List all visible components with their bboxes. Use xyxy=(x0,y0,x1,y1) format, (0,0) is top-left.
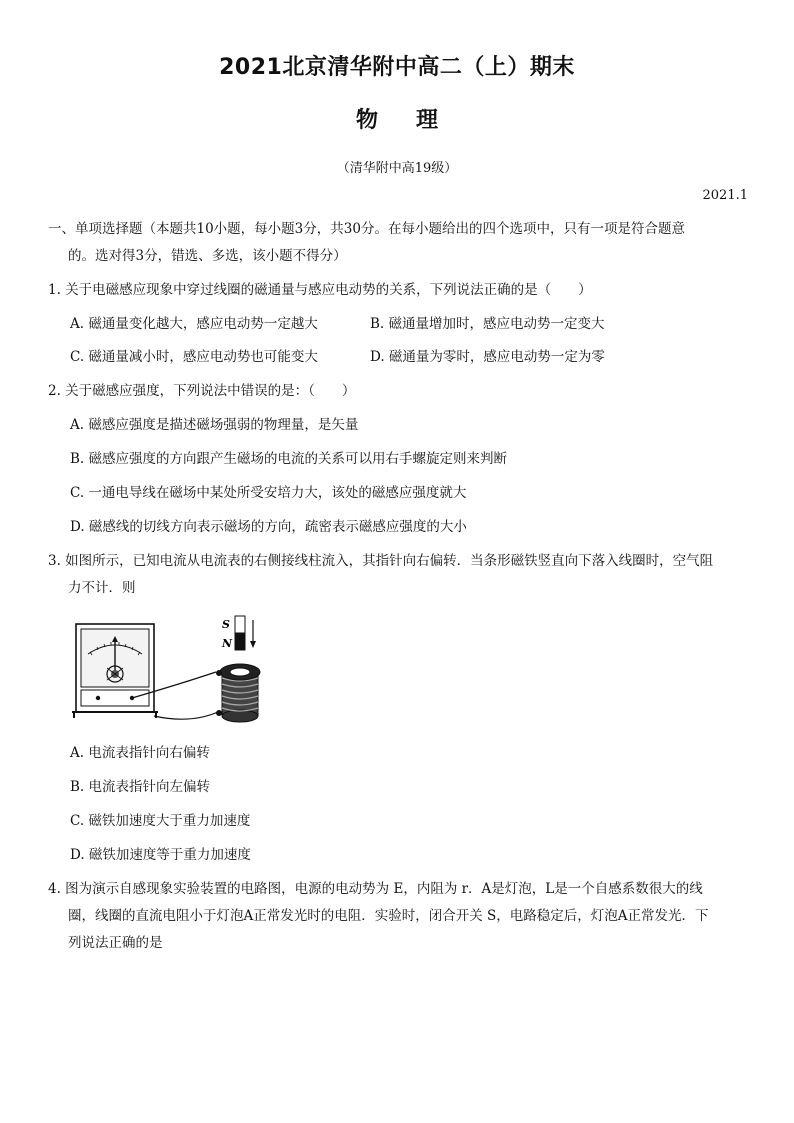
question-3-option-a: A. 电流表指针向右偏转 xyxy=(70,745,210,761)
question-1-options-row-1 xyxy=(70,314,770,334)
question-3-stem-line-2: 力不计．则 xyxy=(68,580,136,596)
magnet-label-n: N xyxy=(222,637,233,650)
question-1-stem: 1. 关于电磁感应现象中穿过线圈的磁通量与感应电动势的关系，下列说法正确的是（ ） xyxy=(48,282,592,298)
question-3-option-c: C. 磁铁加速度大于重力加速度 xyxy=(70,813,251,829)
question-1-option-d: D. 磁通量为零时，感应电动势一定为零 xyxy=(370,349,605,365)
question-3-option-d: D. 磁铁加速度等于重力加速度 xyxy=(70,847,251,863)
question-4-stem-line-1: 4. 图为演示自感现象实验装置的电路图，电源的电动势为 E，内阻为 r．A是灯泡，L是一个自感系数很大的线 xyxy=(48,881,703,897)
question-2-option-b: B. 磁感应强度的方向跟产生磁场的电流的关系可以用右手螺旋定则来判断 xyxy=(70,451,508,467)
question-1-option-c: C. 磁通量减小时，感应电动势也可能变大 xyxy=(70,349,318,365)
question-1-options-row-2 xyxy=(70,347,770,367)
galvanometer xyxy=(72,624,158,718)
section-heading-line-2: 的。选对得3分，错选、多选，该小题不得分） xyxy=(68,248,347,264)
section-heading-line-1: 一、单项选择题（本题共10小题，每小题3分，共30分。在每小题给出的四个选项中，只有一项是符合题意 xyxy=(48,221,685,237)
down-arrow-icon xyxy=(250,641,256,648)
bar-magnet xyxy=(221,616,256,650)
question-2-option-c: C. 一通电导线在磁场中某处所受安培力大，该处的磁感应强度就大 xyxy=(70,485,467,501)
exam-subject: 物理 xyxy=(355,108,476,133)
coil xyxy=(216,664,260,722)
question-4-stem-line-2: 圈，线圈的直流电阻小于灯泡A正常发光时的电阻．实验时，闭合开关 S，电路稳定后，灯泡A正常发光．下 xyxy=(68,908,709,924)
question-3-option-b: B. 电流表指针向左偏转 xyxy=(70,779,211,795)
exam-title: 2021北京清华附中高二（上）期末 xyxy=(219,55,575,80)
question-2-option-a: A. 磁感应强度是描述磁场强弱的物理量，是矢量 xyxy=(70,417,359,433)
wire-bottom xyxy=(154,712,218,719)
question-3-stem-line-1: 3. 如图所示，已知电流从电流表的右侧接线柱流入，其指针向右偏转．当条形磁铁竖直向下落入线圈时，空气阻 xyxy=(48,553,714,569)
galvanometer-coil-diagram xyxy=(70,614,270,724)
question-1-option-b: B. 磁通量增加时，感应电动势一定变大 xyxy=(370,316,605,332)
magnet-label-s: S xyxy=(222,618,230,631)
question-1-option-a: A. 磁通量变化越大，感应电动势一定越大 xyxy=(70,316,318,332)
question-2-option-d: D. 磁感线的切线方向表示磁场的方向，疏密表示磁感应强度的大小 xyxy=(70,519,467,535)
exam-date: 2021.1 xyxy=(702,188,748,203)
exam-grade: （清华附中高19级） xyxy=(336,161,458,176)
question-4-stem-line-3: 列说法正确的是 xyxy=(68,935,163,951)
question-2-stem: 2. 关于磁感应强度，下列说法中错误的是：（ ） xyxy=(48,383,356,399)
question-3-figure xyxy=(70,614,270,724)
